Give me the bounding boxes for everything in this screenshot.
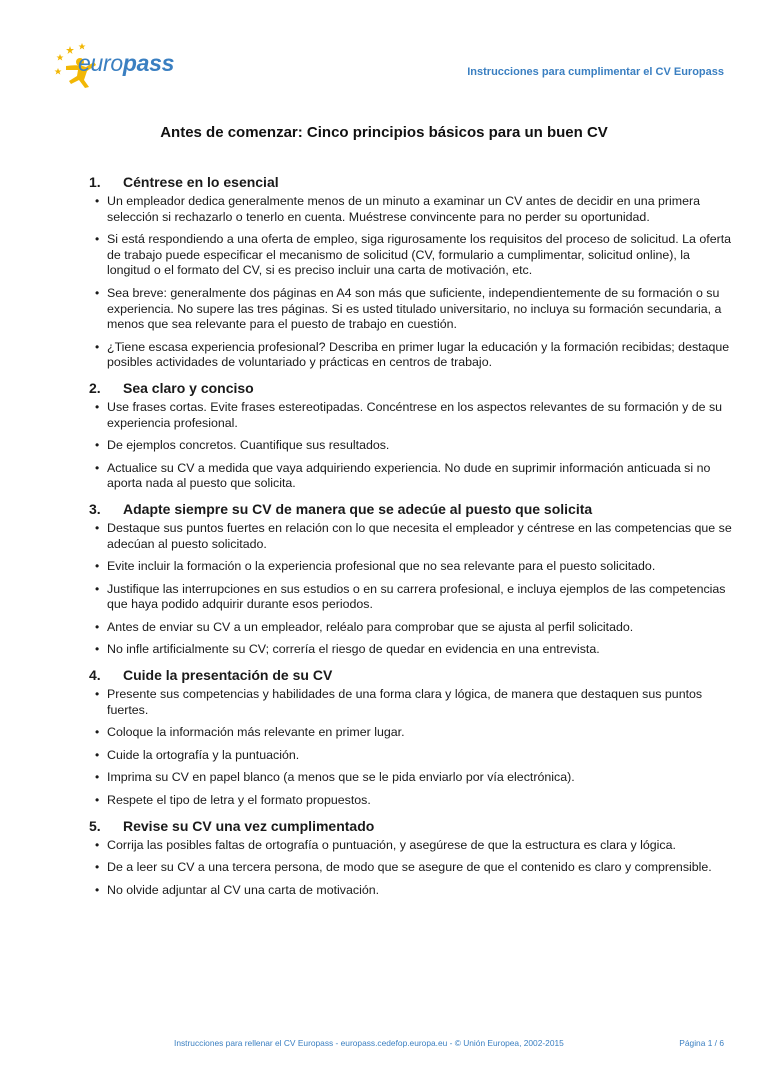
list-item: • De ejemplos concretos. Cuantifique sus resultados. bbox=[92, 438, 732, 454]
list-item: • Evite incluir la formación o la experiencia profesional que no sea relevante para el puesto solicitado. bbox=[92, 559, 732, 575]
list-item: • Sea breve: generalmente dos páginas en A4 son más que suficiente, independientemente de su formación o su experiencia. No supere las tres páginas. Si es usted titulado universitario, no incluya su formación secundaria, a menos que sea relevante para el puesto de trabajo en cuestión. bbox=[92, 286, 732, 333]
list-item: • Justifique las interrupciones en sus estudios o en su carrera profesional, e incluya ejemplos de las competencias que haya podido adquirir durante esos periodos. bbox=[92, 582, 732, 613]
list-item: • Presente sus competencias y habilidades de una forma clara y lógica, de manera que destaquen sus puntos fuertes. bbox=[92, 687, 732, 718]
section-heading bbox=[89, 667, 732, 683]
list-item: • Antes de enviar su CV a un empleador, reléalo para comprobar que se ajusta al perfil solicitado. bbox=[92, 620, 732, 636]
list-item: • No olvide adjuntar al CV una carta de motivación. bbox=[92, 883, 732, 899]
section-number: 3. bbox=[89, 500, 101, 517]
page-number: Página 1 / 6 bbox=[679, 1038, 724, 1048]
section-title: Sea claro y conciso bbox=[123, 379, 254, 396]
section-title: Revise su CV una vez cumplimentado bbox=[123, 817, 375, 834]
bullet-list bbox=[92, 400, 732, 492]
list-item: • Use frases cortas. Evite frases estereotipadas. Concéntrese en los aspectos relevantes de su formación y de su experiencia profesional. bbox=[92, 400, 732, 431]
logo-wordmark: europass bbox=[78, 50, 175, 76]
list-item: • No infle artificialmente su CV; correría el riesgo de quedar en evidencia en una entrevista. bbox=[92, 642, 732, 658]
list-item: • De a leer su CV a una tercera persona, de modo que se asegure de que el contenido es claro y comprensible. bbox=[92, 860, 732, 876]
bullet-list bbox=[92, 521, 732, 658]
section-2 bbox=[89, 379, 732, 492]
list-item: • Actualice su CV a medida que vaya adquiriendo experiencia. No dude en suprimir información anticuada si no aporta nada al puesto que solicita. bbox=[92, 461, 732, 492]
section-heading bbox=[89, 380, 732, 396]
bullet-list bbox=[92, 194, 732, 371]
list-item: • Si está respondiendo a una oferta de empleo, siga rigurosamente los requisitos del proceso de solicitud. La oferta de trabajo puede especificar el mecanismo de solicitud (CV, formulario a cumplimentar, solicitud online), la longitud o el formato del CV, si es preciso incluir una carta de motivación, etc. bbox=[92, 232, 732, 279]
section-number: 1. bbox=[89, 174, 101, 190]
section-4 bbox=[89, 667, 732, 809]
list-item: • Imprima su CV en papel blanco (a menos que se le pida enviarlo por vía electrónica). bbox=[92, 770, 732, 786]
section-title: Adapte siempre su CV de manera que se adecúe al puesto que solicita bbox=[123, 500, 593, 517]
section-heading bbox=[89, 501, 732, 517]
section-title: Céntrese en lo esencial bbox=[123, 174, 279, 190]
bullet-list bbox=[92, 687, 732, 809]
document-header-title: Instrucciones para cumplimentar el CV Europass bbox=[467, 66, 724, 78]
list-item: • Coloque la información más relevante en primer lugar. bbox=[92, 725, 732, 741]
bullet-list bbox=[92, 838, 732, 899]
list-item: • Un empleador dedica generalmente menos de un minuto a examinar un CV antes de decidir en una primera selección si rechazarlo o tenerlo en cuenta. Muéstrese convincente para no perder su oportunidad. bbox=[92, 194, 732, 225]
section-1 bbox=[89, 174, 732, 371]
section-number: 2. bbox=[89, 379, 101, 396]
list-item: • Corrija las posibles faltas de ortografía o puntuación, y asegúrese de que la estructura es clara y lógica. bbox=[92, 838, 732, 854]
list-item: • Respete el tipo de letra y el formato propuestos. bbox=[92, 793, 732, 809]
footer-text: Instrucciones para rellenar el CV Europass - europass.cedefop.europa.eu - © Unión Europea, 2002-2015 bbox=[174, 1038, 564, 1048]
section-heading bbox=[89, 818, 732, 834]
list-item: • Destaque sus puntos fuertes en relación con lo que necesita el empleador y céntrese en las competencias que se adecúan al puesto solicitado. bbox=[92, 521, 732, 552]
section-5 bbox=[89, 817, 732, 899]
page-title: Antes de comenzar: Cinco principios básicos para un buen CV bbox=[160, 124, 608, 141]
section-heading bbox=[89, 174, 732, 190]
list-item: • ¿Tiene escasa experiencia profesional? Describa en primer lugar la educación y la formación recibidas; destaque posibles actividades de voluntariado y prácticas en centros de trabajo. bbox=[92, 340, 732, 371]
list-item: • Cuide la ortografía y la puntuación. bbox=[92, 748, 732, 764]
document-body bbox=[89, 174, 732, 907]
section-title: Cuide la presentación de su CV bbox=[123, 667, 333, 684]
section-number: 5. bbox=[89, 817, 101, 834]
section-3 bbox=[89, 500, 732, 658]
section-number: 4. bbox=[89, 667, 101, 684]
